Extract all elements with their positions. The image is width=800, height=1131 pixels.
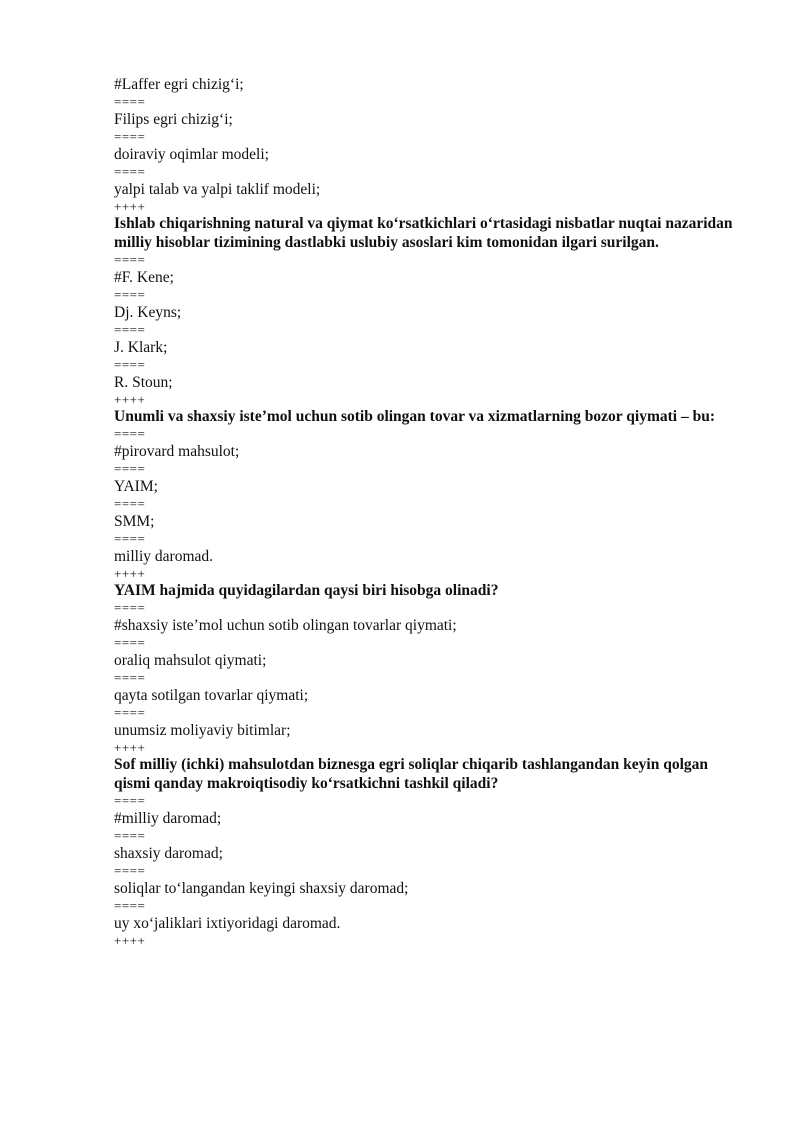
option-separator: ==== xyxy=(114,426,146,441)
option-separator: ==== xyxy=(114,828,146,843)
answer-option: doiraviy oqimlar modeli; xyxy=(114,146,269,163)
answer-option: uy xo‘jaliklari ixtiyoridagi daromad. xyxy=(114,915,341,932)
option-separator: ==== xyxy=(114,705,146,720)
question-separator: ++++ xyxy=(114,740,146,755)
answer-option: #shaxsiy iste’mol uchun sotib olingan tovarlar qiymati; xyxy=(114,617,457,634)
question-text: Sof milliy (ichki) mahsulotdan biznesga egri soliqlar chiqarib tashlangandan keyin qolgan qismi qanday makroiqtisodiy ko‘rsatkichni tashkil qiladi? xyxy=(114,756,709,792)
question-text: Ishlab chiqarishning natural va qiymat ko‘rsatkichlari o‘rtasidagi nisbatlar nuqtai nazaridan milliy hisoblar tizimining dastlabki uslubiy asoslari kim tomonidan ilgari surilgan. xyxy=(114,215,733,251)
option-separator: ==== xyxy=(114,461,146,476)
answer-option: #milliy daromad; xyxy=(114,810,222,827)
answer-option: oraliq mahsulot qiymati; xyxy=(114,652,267,669)
option-separator: ==== xyxy=(114,357,146,372)
answer-option: R. Stoun; xyxy=(114,374,173,391)
document-page xyxy=(114,74,744,948)
answer-option: milliy daromad. xyxy=(114,548,214,565)
answer-option: yalpi talab va yalpi taklif modeli; xyxy=(114,181,321,198)
question-separator: ++++ xyxy=(114,566,146,581)
option-separator: ==== xyxy=(114,898,146,913)
answer-option: Filips egri chizig‘i; xyxy=(114,111,233,128)
option-separator: ==== xyxy=(114,670,146,685)
question-text: Unumli va shaxsiy iste’mol uchun sotib olingan tovar va xizmatlarning bozor qiymati – bu: xyxy=(114,408,715,425)
option-separator: ==== xyxy=(114,793,146,808)
answer-option: YAIM; xyxy=(114,478,158,495)
option-separator: ==== xyxy=(114,531,146,546)
option-separator: ==== xyxy=(114,252,146,267)
answer-option: Dj. Keyns; xyxy=(114,304,182,321)
answer-option: J. Klark; xyxy=(114,339,168,356)
answer-option: #F. Kene; xyxy=(114,269,174,286)
answer-option: soliqlar to‘langandan keyingi shaxsiy daromad; xyxy=(114,880,409,897)
question-separator: ++++ xyxy=(114,933,146,948)
answer-option: qayta sotilgan tovarlar qiymati; xyxy=(114,687,309,704)
answer-option: unumsiz moliyaviy bitimlar; xyxy=(114,722,291,739)
option-separator: ==== xyxy=(114,287,146,302)
question-text: YAIM hajmida quyidagilardan qaysi biri hisobga olinadi? xyxy=(114,582,499,599)
option-separator: ==== xyxy=(114,164,146,179)
answer-option: SMM; xyxy=(114,513,155,530)
option-separator: ==== xyxy=(114,94,146,109)
answer-option: #pirovard mahsulot; xyxy=(114,443,240,460)
option-separator: ==== xyxy=(114,863,146,878)
option-separator: ==== xyxy=(114,322,146,337)
question-separator: ++++ xyxy=(114,392,146,407)
answer-option: shaxsiy daromad; xyxy=(114,845,223,862)
option-separator: ==== xyxy=(114,600,146,615)
question-separator: ++++ xyxy=(114,199,146,214)
option-separator: ==== xyxy=(114,635,146,650)
option-separator: ==== xyxy=(114,496,146,511)
answer-option: #Laffer egri chizig‘i; xyxy=(114,76,244,93)
option-separator: ==== xyxy=(114,129,146,144)
